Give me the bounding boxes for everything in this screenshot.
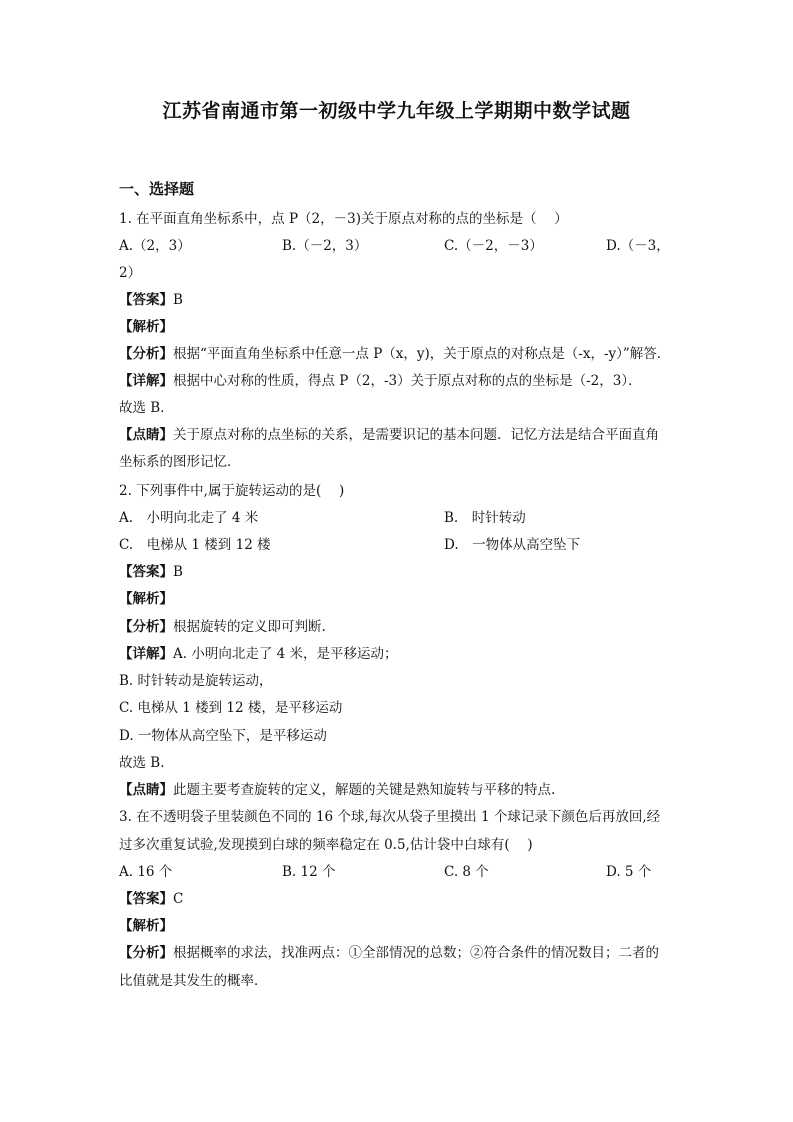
q2-dianjing-text: 此题主要考查旋转的定义，解题的关键是熟知旋转与平移的特点. — [173, 782, 556, 798]
q1-fenxi — [119, 345, 679, 363]
document-title: 江苏省南通市第一初级中学九年级上学期期中数学试题 — [162, 100, 631, 122]
q2-analysis — [119, 590, 679, 608]
q2-answer — [119, 563, 679, 581]
q2-fenxi-text: 根据旋转的定义即可判断. — [173, 619, 326, 635]
q1-answer-tag: 【答案】 — [119, 292, 173, 308]
q3-option-b: B. 12 个 — [282, 864, 336, 880]
q2-option-b: B. 时针转动 — [444, 510, 526, 526]
q3-option-a: A. 16 个 — [119, 864, 173, 880]
q1-fenxi-tag: 【分析】 — [119, 346, 173, 362]
q2-fenxi-tag: 【分析】 — [119, 619, 173, 635]
q1-analysis — [119, 318, 679, 336]
q1-dianjing-cont: 坐标系的图形记忆． — [119, 454, 241, 470]
q1-answer — [119, 291, 679, 309]
q3-fenxi-tag: 【分析】 — [119, 945, 173, 961]
q3-stem-cont: 过多次重复试验,发现摸到白球的频率稳定在 0.5,估计袋中白球有( ) — [119, 837, 533, 853]
q2-option-a: A. 小明向北走了 4 米 — [119, 510, 259, 526]
q1-dianjing-tag: 【点睛】 — [119, 427, 173, 443]
q2-answer-tag: 【答案】 — [119, 564, 173, 580]
q1-analysis-tag: 【解析】 — [119, 319, 173, 335]
q2-xiangjie — [119, 645, 679, 663]
q1-stem: 1. 在平面直角坐标系中，点 P（2，－3)关于原点对称的点的坐标是（ ） — [119, 211, 568, 227]
q1-xiangjie-tag: 【详解】 — [119, 373, 173, 389]
q2-xiangjie-c: C. 电梯从 1 楼到 12 楼，是平移运动 — [119, 700, 343, 716]
q2-xiangjie-b: B. 时针转动是旋转运动， — [119, 673, 273, 689]
q3-fenxi-cont: 比值就是其发生的概率． — [119, 973, 268, 989]
q1-option-a: A.（2，3） — [119, 238, 191, 254]
q1-option-b: B.（－2，3） — [282, 238, 368, 254]
q2-fenxi — [119, 618, 679, 636]
q3-fenxi — [119, 944, 679, 962]
q2-xiangjie-d: D. 一物体从高空坠下，是平移运动 — [119, 728, 327, 744]
q3-fenxi-text: 根据概率的求法，找准两点：①全部情况的总数；②符合条件的情况数目；二者的 — [173, 945, 659, 961]
q1-option-d: D.（－3， — [606, 238, 670, 254]
q2-conclusion: 故选 B. — [119, 755, 165, 771]
q1-answer-value: B — [173, 292, 183, 308]
q3-answer — [119, 890, 679, 908]
section-heading: 一、选择题 — [119, 180, 195, 198]
q2-option-d: D. 一物体从高空坠下 — [444, 537, 581, 553]
q3-analysis-tag: 【解析】 — [119, 918, 173, 934]
q2-answer-value: B — [173, 564, 183, 580]
q1-dianjing — [119, 426, 679, 444]
q1-conclusion: 故选 B． — [119, 400, 174, 416]
q2-option-c: C. 电梯从 1 楼到 12 楼 — [119, 537, 271, 553]
q1-xiangjie-text: 根据中心对称的性质，得点 P（2，-3）关于原点对称的点的坐标是（-2，3）． — [173, 373, 642, 389]
q1-fenxi-text: 根据“平面直角坐标系中任意一点 P（x，y)，关于原点的对称点是（-x，-y）”解答． — [173, 346, 671, 362]
q3-analysis — [119, 917, 679, 935]
q2-dianjing-tag: 【点睛】 — [119, 782, 173, 798]
q1-xiangjie — [119, 372, 679, 390]
q3-stem: 3. 在不透明袋子里装颜色不同的 16 个球,每次从袋子里摸出 1 个球记录下颜色后再放回,经 — [119, 809, 661, 825]
q1-option-d-cont: 2） — [119, 265, 142, 281]
q3-answer-value: C — [173, 891, 184, 907]
q3-option-c: C. 8 个 — [444, 864, 489, 880]
q2-analysis-tag: 【解析】 — [119, 591, 173, 607]
q3-answer-tag: 【答案】 — [119, 891, 173, 907]
q1-option-c: C.（－2，－3） — [444, 238, 543, 254]
q2-xiangjie-tag: 【详解】 — [119, 646, 173, 662]
q2-xiangjie-text: A. 小明向北走了 4 米，是平移运动； — [173, 646, 398, 662]
q1-dianjing-text: 关于原点对称的点坐标的关系，是需要识记的基本问题．记忆方法是结合平面直角 — [173, 427, 659, 443]
q3-option-d: D. 5 个 — [606, 864, 652, 880]
q2-stem: 2. 下列事件中,属于旋转运动的是( ) — [119, 483, 345, 499]
q2-dianjing — [119, 781, 679, 799]
